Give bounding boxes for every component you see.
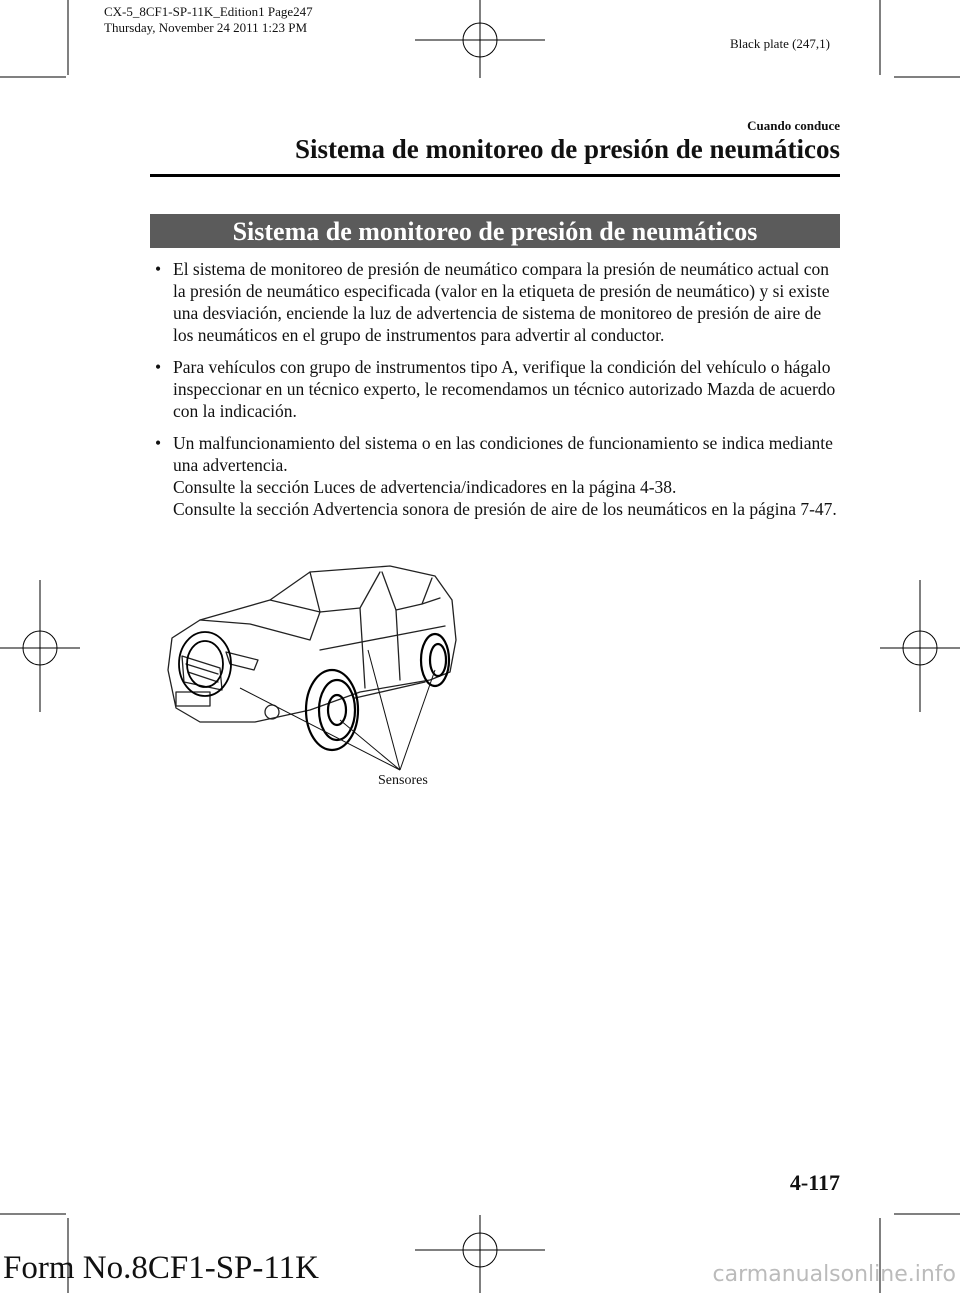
page-number: 4-117: [789, 1170, 840, 1195]
bullet-text: Consulte la sección Luces de advertencia/indicadores en la página 4-38.: [173, 477, 677, 497]
bullet-text: Un malfuncionamiento del sistema o en las condiciones de funcionamiento se indica mediante una advertencia.: [173, 433, 833, 475]
registration-mark-right: [880, 580, 960, 712]
bullet-icon: •: [155, 357, 162, 377]
list-item: [150, 356, 842, 422]
bullet-list: [150, 258, 842, 530]
registration-mark-top: [415, 0, 545, 78]
slug-line-1: CX-5_8CF1-SP-11K_Edition1 Page247: [104, 4, 313, 19]
print-slug: [104, 4, 313, 36]
plate-label: Black plate (247,1): [730, 36, 830, 51]
bullet-icon: •: [155, 433, 162, 453]
registration-mark-left: [0, 580, 80, 712]
registration-mark-bottom: [415, 1215, 545, 1293]
list-item: [150, 258, 842, 346]
section-label: Cuando conduce: [747, 118, 840, 133]
header-rule: [150, 174, 840, 177]
watermark: carmanualsonline.info: [712, 1262, 956, 1287]
section-banner: Sistema de monitoreo de presión de neumáticos: [150, 214, 840, 248]
bullet-text: Consulte la sección Advertencia sonora de presión de aire de los neumáticos en la página 7-47.: [173, 499, 837, 519]
page-title: Sistema de monitoreo de presión de neumáticos: [295, 134, 840, 164]
form-number: Form No.8CF1-SP-11K: [3, 1250, 319, 1286]
list-item: [150, 432, 842, 520]
slug-line-2: Thursday, November 24 2011 1:23 PM: [104, 20, 308, 35]
car-sensor-illustration: [160, 560, 470, 780]
bullet-text: Para vehículos con grupo de instrumentos tipo A, verifique la condición del vehículo o hágalo inspeccionar en un técnico experto, le recomendamos un técnico autorizado Mazda de acuerdo con la indicación.: [173, 357, 836, 421]
figure-caption: Sensores: [378, 773, 428, 788]
bullet-icon: •: [155, 259, 162, 279]
bullet-text: El sistema de monitoreo de presión de neumático compara la presión de neumático actual con la presión de neumático especificada (valor en la etiqueta de presión de neumático) y si existe una desviación, enciende la luz de advertencia de sistema de monitoreo de presión de aire de los neumáticos en el grupo de instrumentos para advertir al conductor.: [173, 259, 830, 345]
